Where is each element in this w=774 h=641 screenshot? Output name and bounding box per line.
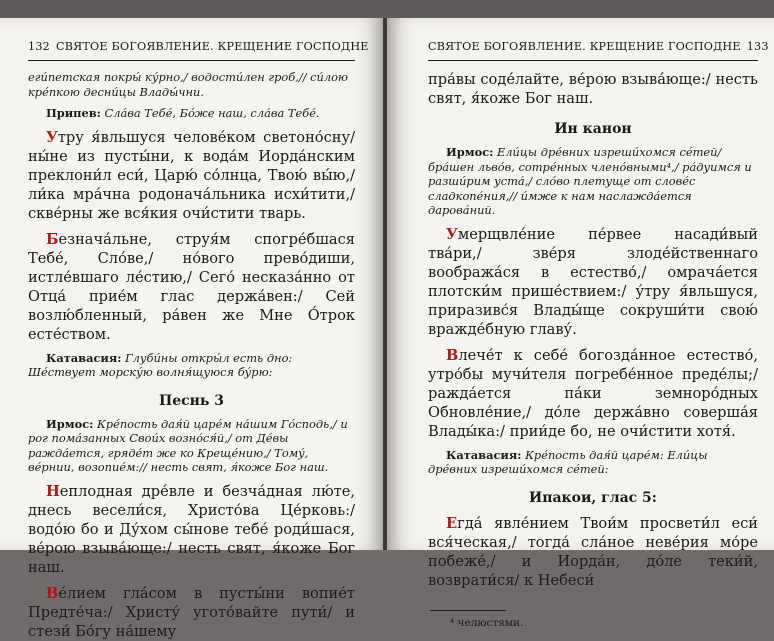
troparion-verse-1 [28,128,355,223]
katavasia-label: Катавасия: [446,447,522,462]
katavasia-label: Катавасия: [46,350,122,365]
section-title-in-kanon: Ин канон [554,121,632,137]
page-number: 133 [746,40,769,53]
page-header-title: СВЯТОЕ БОГОЯВЛЕНИЕ. КРЕЩЕНИЕ ГОСПОДНЕ [428,40,741,53]
irmos-label: Ирмос: [446,145,494,159]
left-running-head [28,38,369,61]
section-title-ipakoi: Ипакои, глас 5: [529,489,657,506]
right-page [387,18,774,629]
katavasia-text: Кре́пость дая́й царе́м: Ели́цы дре́вних изреши́хомся се́тей: [428,447,708,476]
troparion-verse-2 [28,230,355,344]
troparion-verse-4 [28,584,355,641]
irmos-text: Ели́цы дре́вних изреши́хомся се́тей/ бра́шен льво́в, сотре́нных члено́вными⁴,/ ра́дуимся и разши́рим уста́,/ сло́во плетуще от слове́с сладкопе́ния,// и́мже к нам наслажда́ется дарова́ний. [428,145,752,217]
left-page-content [28,18,369,641]
verse-text: лече́т к себе́ богозда́нное естество́, утро́бы мучи́теля погребе́нное преде́лы;/ ражда́ется па́ки земноро́дных Обновле́ние,/ до́ле держа́вно соверша́я Влады́ка:/ прии́де бо, не очи́стити хотя́. [428,346,758,440]
irmos [28,417,355,475]
verse-text: гда́ явле́нием Твои́м просвети́л еси́ вся́ческая,/ тогда́ сла́ное неве́рия мо́ре побеже́,/ и Иорда́н, до́ле теки́й, возврати́ся/ к Небеси́ [428,514,758,589]
right-page-content [428,18,769,632]
irmos [428,145,758,218]
footnote-rule [430,610,506,611]
drop-letter: Н [46,482,60,500]
right-running-head [428,38,769,61]
footnote: ⁴ челюстями. [450,616,524,629]
pripev [28,106,355,121]
drop-letter: В [46,584,59,602]
drop-letter: У [446,225,458,243]
katavasia [28,351,355,380]
continued-verse: пра́вы соде́лайте, ве́рою взыва́юще:/ несть свят, я́коже Бог наш. [428,71,758,107]
irmos-text: Кре́пость дая́й царе́м на́шим Го́сподь,/ и рог пома́занных Свои́х возно́ся́й,/ от Де́вы ражда́ется, гряде́т же ко Креще́нию,/ Тому́, ве́рнии, возопие́м:// несть свят, я́коже Бог наш. [28,416,348,474]
drop-letter: В [446,346,459,364]
page-number: 132 [28,40,50,53]
katavasia-text: Глуби́ны откры́л есть дно: Ше́ствует морску́ю волня́щуюся бу́рю: [28,350,293,379]
drop-letter: У [46,128,58,146]
irmos-label: Ирмос: [46,416,94,431]
left-page [0,18,383,640]
troparion-verse-2 [428,346,758,441]
continued-text: еги́петская покры́ ку́рно,/ водости́лен гроб,// си́лою кре́пкою десни́цы Влады́чни. [28,70,349,99]
ipakoi-verse [428,514,758,590]
drop-letter: Е [446,514,458,532]
troparion-verse-1 [428,225,758,339]
section-title-pesn-3: Песнь 3 [158,392,225,409]
verse-text: езнача́льне, струя́м спогре́бшася Тебе́, Сло́ве,/ но́вого прево́диши, истле́вшаго ле́стию,/ Сего́ несказа́нно от Отца́ прие́м глас держа́вен:/ Сей возлю́бленный, ра́вен же Мне О́трок есте́ством. [28,230,355,343]
page-header-title: СВЯТОЕ БОГОЯВЛЕНИЕ. КРЕЩЕНИЕ ГОСПОДНЕ [55,40,369,53]
background [0,0,774,18]
verse-text: еплодная дре́вле и безча́дная лю́те, днесь весели́ся, Христо́ва Це́рковь:/ водо́ю бо и Ду́хом сы́нове тебе́ роди́шася, ве́рою взыва́юще:/ несть свят, я́коже Бог наш. [28,482,355,576]
verse-text: мерщвле́ние пе́рвее насади́вый тва́ри,/ зве́ря злоде́йственнаго вообража́ся в естество́,/ омрача́ется плотски́м прише́ствием:/ у́тру я́вльшуся, приразивс́я Влады́ще сокруши́ти свою́ вражде́бную главу́. [428,225,758,338]
katavasia [428,448,758,477]
pripev-text: Сла́ва Тебе́, Бо́же наш, сла́ва Тебе́. [104,106,320,120]
troparion-verse-3 [28,482,355,577]
drop-letter: Б [46,230,59,248]
verse-text: е́лием гла́сом в пусты́ни вопие́т Предте́ча:/ Христу́ угото́вайте пути́/ и стези́ Бо́гу на́шему [28,584,355,640]
pripev-label: Припев: [46,106,101,120]
verse-text: тру я́вльшуся челове́ком светоно́сну/ ны́не из пусты́ни, к вода́м Иорда́нским преклони́л еси́, Царю́ со́лнца, Твою́ вы́ю,/ ли́ка мра́чна родонача́льника исхи́тити,/ скве́рны же вся́кия очи́стити тварь. [28,128,355,222]
